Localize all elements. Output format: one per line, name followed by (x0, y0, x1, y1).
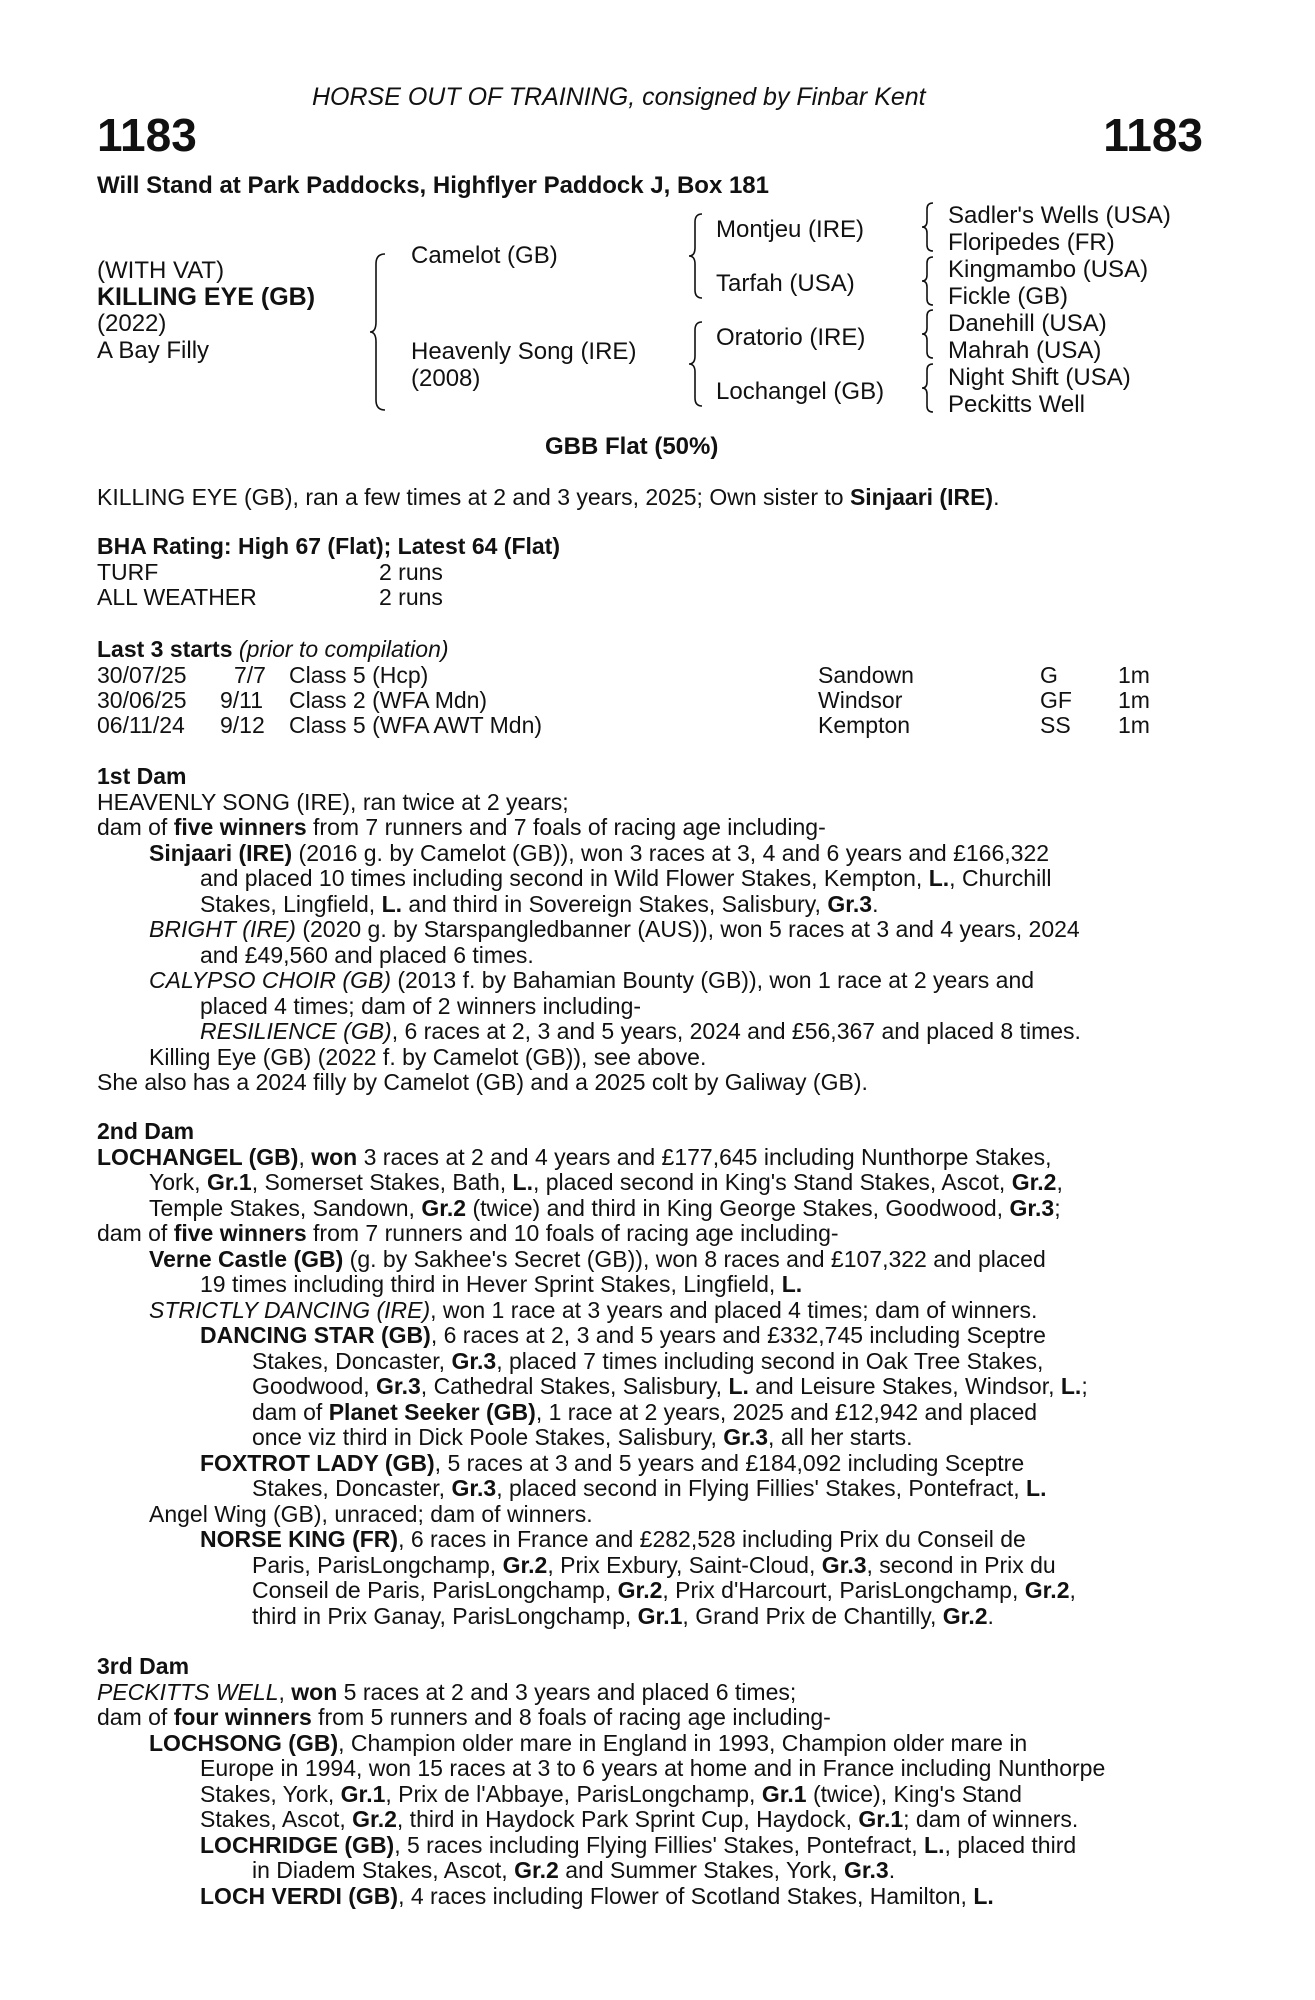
horse-year: (2022) (97, 310, 167, 337)
pedigree-dam-dam: Lochangel (GB) (716, 378, 885, 405)
pedigree-dam-year: (2008) (411, 365, 481, 392)
summary-end: . (993, 484, 1000, 510)
pedigree-dam-sire: Oratorio (IRE) (716, 324, 866, 351)
text-line: Stakes, Doncaster, Gr.3, placed 7 times including second in Oak Tree Stakes, (252, 1347, 1044, 1374)
pedigree-brace-g4 (921, 364, 937, 412)
text-line: CALYPSO CHOIR (GB) (2013 f. by Bahamian Bounty (GB)), won 1 race at 2 years and (149, 967, 1035, 993)
third-dam-section (97, 1654, 1105, 1909)
section-title: 2nd Dam (97, 1118, 195, 1144)
consignment-title: HORSE OUT OF TRAINING, consigned by Finbar Kent (312, 83, 926, 111)
section-title: 3rd Dam (97, 1653, 190, 1679)
bha-rating-title: BHA Rating: High 67 (Flat); Latest 64 (Flat) (97, 533, 560, 559)
text-line: Stakes, Ascot, Gr.2, third in Haydock Park Sprint Cup, Haydock, Gr.1; dam of winners. (200, 1806, 1079, 1832)
text-line: Stakes, Doncaster, Gr.3, placed second in Flying Fillies' Stakes, Pontefract, L. (252, 1475, 1047, 1501)
text-line: STRICTLY DANCING (IRE), won 1 race at 3 years and placed 4 times; dam of winners. (149, 1296, 1038, 1323)
start-distance: 1m (1118, 712, 1150, 738)
text-line: and placed 10 times including second in Wild Flower Stakes, Kempton, L., Churchill (200, 865, 1052, 891)
text-line: once viz third in Dick Poole Stakes, Salisbury, Gr.3, all her starts. (252, 1424, 913, 1450)
pedigree-dam: Heavenly Song (IRE) (411, 338, 637, 365)
start-race: Class 5 (WFA AWT Mdn) (289, 712, 543, 738)
start-race: Class 5 (Hcp) (289, 662, 429, 688)
text-line: BRIGHT (IRE) (2020 g. by Starspangledbanner (AUS)), won 5 races at 3 and 4 years, 2024 (149, 916, 1080, 942)
pedigree-g1: Sadler's Wells (USA) (948, 202, 1171, 229)
text-line: Goodwood, Gr.3, Cathedral Stakes, Salisbury, L. and Leisure Stakes, Windsor, L.; (252, 1373, 1088, 1399)
text-line: Killing Eye (GB) (2022 f. by Camelot (GB)), see above. (149, 1043, 707, 1070)
start-position: 9/12 (220, 712, 265, 738)
pedigree-g3: Kingmambo (USA) (948, 256, 1149, 283)
horse-name: KILLING EYE (GB) (97, 283, 316, 311)
starts-title: Last 3 starts (97, 636, 233, 662)
text-line: Temple Stakes, Sandown, Gr.2 (twice) and third in King George Stakes, Goodwood, Gr.3; (149, 1194, 1061, 1221)
pedigree-g5: Danehill (USA) (948, 310, 1107, 337)
start-course: Kempton (818, 712, 911, 738)
start-position: 9/11 (220, 687, 264, 713)
text-line: PECKITTS WELL, won 5 races at 2 and 3 years and placed 6 times; (97, 1678, 797, 1705)
start-distance: 1m (1118, 662, 1150, 688)
start-distance: 1m (1118, 687, 1150, 713)
pedigree-sire-dam: Tarfah (USA) (716, 270, 855, 297)
text-line: LOCH VERDI (GB), 4 races including Flower of Scotland Stakes, Hamilton, L. (200, 1882, 994, 1909)
summary-line (97, 484, 999, 511)
start-date: 30/06/25 (97, 687, 187, 713)
text-line: Stakes, Lingfield, L. and third in Sovereign Stakes, Salisbury, Gr.3. (200, 890, 879, 917)
text-line: York, Gr.1, Somerset Stakes, Bath, L., placed second in King's Stand Stakes, Ascot, Gr.2, (149, 1169, 1063, 1195)
summary-sister: Sinjaari (IRE) (849, 484, 994, 510)
text-line: DANCING STAR (GB), 6 races at 2, 3 and 5 years and £332,745 including Sceptre (200, 1322, 1046, 1348)
text-line: 19 times including third in Hever Sprint Stakes, Lingfield, L. (200, 1271, 803, 1297)
pedigree-brace-g1 (921, 203, 937, 251)
vat-status: (WITH VAT) (97, 257, 225, 284)
lot-number-left: 1183 (97, 109, 197, 161)
pedigree-g6: Mahrah (USA) (948, 337, 1102, 364)
rating-surface: ALL WEATHER (97, 584, 257, 610)
start-going: GF (1040, 687, 1072, 713)
text-line: Europe in 1994, won 15 races at 3 to 6 years at home and in France including Nunthorpe (200, 1755, 1106, 1781)
start-position: 7/7 (234, 662, 266, 688)
pedigree-g8: Peckitts Well (948, 391, 1085, 418)
text-line: HEAVENLY SONG (IRE), ran twice at 2 years; (97, 788, 569, 815)
text-line: FOXTROT LADY (GB), 5 races at 3 and 5 years and £184,092 including Sceptre (200, 1449, 1025, 1476)
text-line: and £49,560 and placed 6 times. (200, 941, 534, 968)
text-line: Paris, ParisLongchamp, Gr.2, Prix Exbury, Saint-Cloud, Gr.3, second in Prix du (252, 1551, 1056, 1578)
pedigree-brace-dam (688, 322, 708, 406)
text-line: dam of Planet Seeker (GB), 1 race at 2 years, 2025 and £12,942 and placed (252, 1398, 1038, 1425)
pedigree-sire-sire: Montjeu (IRE) (716, 216, 865, 243)
second-dam-section (97, 1119, 1088, 1629)
summary-text: KILLING EYE (GB), ran a few times at 2 and 3 years, 2025; Own sister to (97, 484, 850, 510)
rating-runs: 2 runs (379, 559, 443, 585)
start-date: 06/11/24 (97, 712, 185, 738)
text-line: RESILIENCE (GB), 6 races at 2, 3 and 5 years, 2024 and £56,367 and placed 8 times. (200, 1018, 1081, 1044)
pedigree-brace-g2 (921, 257, 937, 305)
text-line: dam of five winners from 7 runners and 10 foals of racing age including- (97, 1220, 839, 1246)
pedigree-g2: Floripedes (FR) (948, 229, 1115, 256)
text-line: Sinjaari (IRE) (2016 g. by Camelot (GB)), won 3 races at 3, 4 and 6 years and £166,322 (149, 839, 1050, 866)
text-line: She also has a 2024 filly by Camelot (GB) and a 2025 colt by Galiway (GB). (97, 1069, 868, 1095)
text-line: third in Prix Ganay, ParisLongchamp, Gr.1, Grand Prix de Chantilly, Gr.2. (252, 1602, 994, 1629)
text-line: Stakes, York, Gr.1, Prix de l'Abbaye, ParisLongchamp, Gr.1 (twice), King's Stand (200, 1780, 1022, 1807)
text-line: Conseil de Paris, ParisLongchamp, Gr.2, Prix d'Harcourt, ParisLongchamp, Gr.2, (252, 1577, 1076, 1603)
pedigree-brace-sire (688, 214, 708, 298)
section-title: 1st Dam (97, 763, 187, 789)
pedigree-g7: Night Shift (USA) (948, 364, 1131, 391)
pedigree-g4: Fickle (GB) (948, 283, 1068, 310)
text-line: LOCHSONG (GB), Champion older mare in England in 1993, Champion older mare in (149, 1729, 1028, 1756)
text-line: dam of five winners from 7 runners and 7 foals of racing age including- (97, 814, 826, 840)
text-line: in Diadem Stakes, Ascot, Gr.2 and Summer Stakes, York, Gr.3. (252, 1857, 896, 1883)
starts-header (97, 636, 449, 663)
text-line: Verne Castle (GB) (g. by Sakhee's Secret (GB)), won 8 races and £107,322 and placed (149, 1245, 1046, 1272)
first-dam-section (97, 764, 1081, 1096)
text-line: NORSE KING (FR), 6 races in France and £282,528 including Prix du Conseil de (200, 1526, 1026, 1552)
rating-runs: 2 runs (379, 584, 443, 610)
text-line: LOCHRIDGE (GB), 5 races including Flying Fillies' Stakes, Pontefract, L., placed third (200, 1831, 1077, 1858)
lot-number-right: 1183 (1103, 109, 1203, 161)
starts-note: (prior to compilation) (238, 636, 449, 662)
text-line: placed 4 times; dam of 2 winners including- (200, 992, 642, 1019)
start-course: Sandown (818, 662, 914, 688)
start-course: Windsor (818, 687, 903, 713)
gbb-rating: GBB Flat (50%) (545, 433, 719, 460)
start-going: G (1040, 662, 1058, 688)
rating-surface: TURF (97, 559, 159, 585)
pedigree-brace-main (370, 254, 390, 410)
stand-location: Will Stand at Park Paddocks, Highflyer Paddock J, Box 181 (97, 172, 769, 199)
start-race: Class 2 (WFA Mdn) (289, 687, 488, 713)
horse-description: A Bay Filly (97, 337, 210, 364)
start-date: 30/07/25 (97, 662, 187, 688)
text-line: dam of four winners from 5 runners and 8 foals of racing age including- (97, 1704, 831, 1730)
pedigree-brace-g3 (921, 310, 937, 358)
text-line: Angel Wing (GB), unraced; dam of winners. (149, 1500, 593, 1527)
start-going: SS (1040, 712, 1071, 738)
text-line: LOCHANGEL (GB), won 3 races at 2 and 4 years and £177,645 including Nunthorpe Stakes, (97, 1143, 1052, 1170)
pedigree-sire: Camelot (GB) (411, 242, 558, 269)
